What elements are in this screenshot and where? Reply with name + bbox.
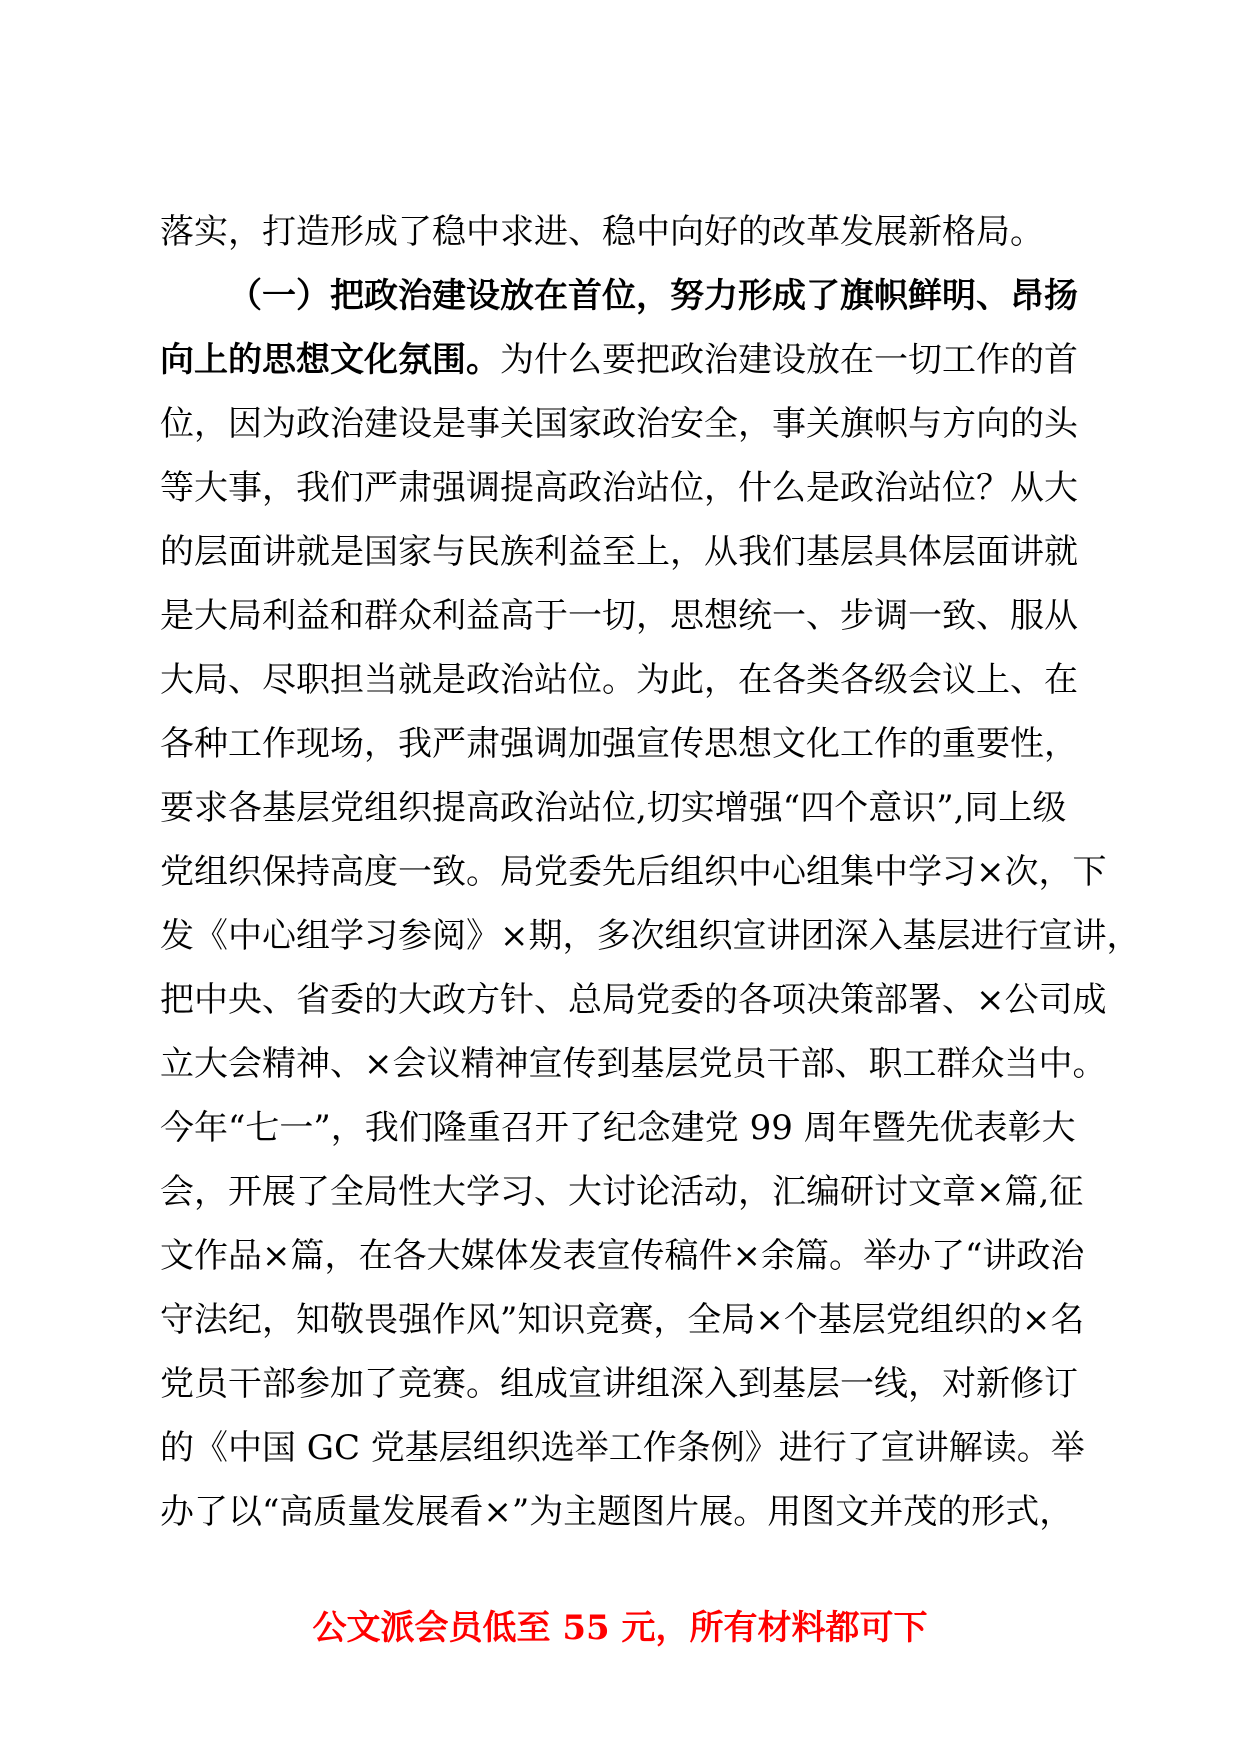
paragraph-line [160, 776, 1080, 840]
line-text: 是大局利益和群众利益高于一切，思想统一、步调一致、服从 [160, 596, 1078, 636]
line-text: 的层面讲就是国家与民族利益至上，从我们基层具体层面讲就 [160, 532, 1078, 572]
paragraph-line [160, 968, 1107, 1032]
line-text: 把中央、省委的大政方针、总局党委的各项决策部署、×公司成 [160, 980, 1107, 1020]
line-text: 办了以“高质量发展看×”为主题图片展。用图文并茂的形式， [160, 1492, 1074, 1532]
paragraph-line [160, 840, 1107, 904]
paragraph-line [160, 328, 1080, 392]
paragraph-line [160, 1096, 1080, 1160]
footer-advertisement: 公文派会员低至 55 元，所有材料都可下 [312, 1608, 928, 1648]
paragraph-line [160, 1352, 1080, 1416]
paragraph-line [160, 712, 1080, 776]
line-text: 党组织保持高度一致。局党委先后组织中心组集中学习×次，下 [160, 852, 1107, 892]
paragraph-line [160, 392, 1080, 456]
line-text: 落实，打造形成了稳中求进、稳中向好的改革发展新格局。 [160, 212, 1044, 252]
section-heading: （一）把政治建设放在首位，努力形成了旗帜鲜明、昂扬 [228, 276, 1078, 316]
body-text [160, 200, 1141, 1544]
paragraph-line [160, 200, 1080, 264]
line-text: 大局、尽职担当就是政治站位。为此，在各类各级会议上、在 [160, 660, 1078, 700]
section-heading-continued: 向上的思想文化氛围。 [160, 340, 500, 380]
line-text: 为什么要把政治建设放在一切工作的首 [500, 340, 1078, 380]
line-text: 今年“七一”，我们隆重召开了纪念建党 99 周年暨先优表彰大 [160, 1108, 1076, 1148]
paragraph-line [160, 1288, 1085, 1352]
paragraph-line [160, 584, 1080, 648]
paragraph-line [160, 1160, 1084, 1224]
paragraph-line [160, 1480, 1080, 1544]
paragraph-line [160, 1416, 1085, 1480]
line-text: 会，开展了全局性大学习、大讨论活动，汇编研讨文章×篇,征 [160, 1172, 1084, 1212]
paragraph-line [160, 520, 1080, 584]
paragraph-line [160, 1032, 1107, 1096]
line-text: 守法纪，知敬畏强作风”知识竞赛，全局×个基层党组织的×名 [160, 1300, 1085, 1340]
line-text: 发《中心组学习参阅》×期，多次组织宣讲团深入基层进行宣讲， [160, 916, 1141, 956]
section-heading-line [160, 264, 1080, 328]
paragraph-line [160, 648, 1080, 712]
line-text: 文作品×篇，在各大媒体发表宣传稿件×余篇。举办了“讲政治 [160, 1236, 1085, 1276]
line-text: 立大会精神、×会议精神宣传到基层党员干部、职工群众当中。 [160, 1044, 1107, 1084]
line-text: 要求各基层党组织提高政治站位,切实增强“四个意识”,同上级 [160, 788, 1067, 828]
line-text: 等大事，我们严肃强调提高政治站位，什么是政治站位？从大 [160, 468, 1078, 508]
paragraph-line [160, 1224, 1085, 1288]
line-text: 党员干部参加了竞赛。组成宣讲组深入到基层一线，对新修订 [160, 1364, 1078, 1404]
line-text: 位，因为政治建设是事关国家政治安全，事关旗帜与方向的头 [160, 404, 1078, 444]
paragraph-line [160, 904, 1141, 968]
line-text: 各种工作现场，我严肃强调加强宣传思想文化工作的重要性， [160, 724, 1078, 764]
paragraph-line [160, 456, 1080, 520]
line-text: 的《中国 GC 党基层组织选举工作条例》进行了宣讲解读。举 [160, 1428, 1085, 1468]
